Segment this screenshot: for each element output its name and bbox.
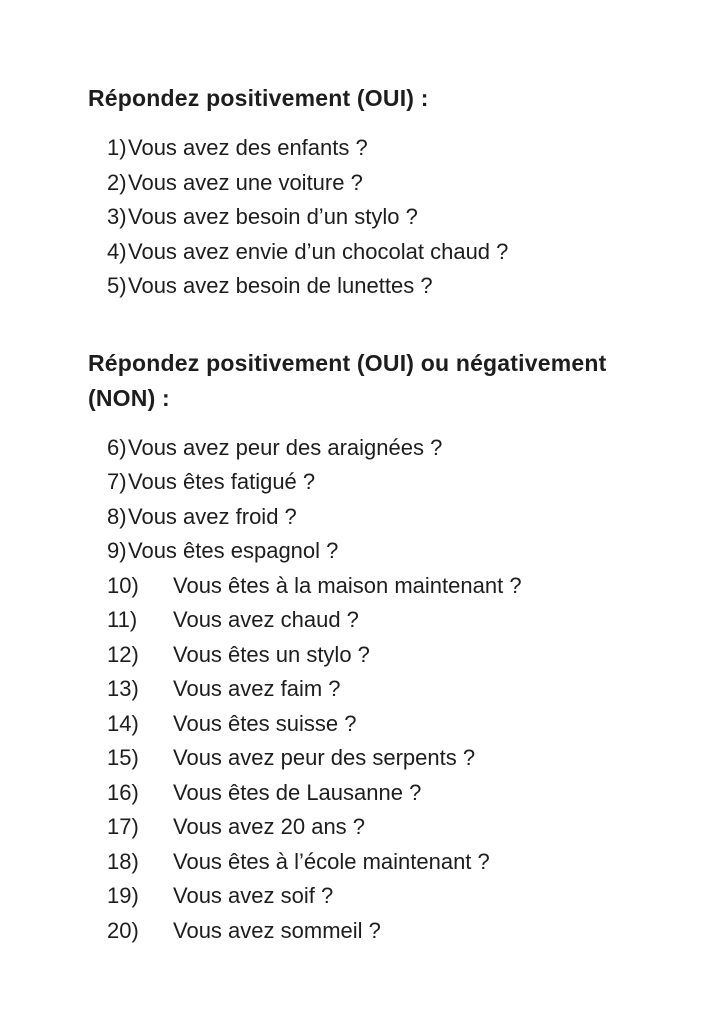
question-item: [107, 500, 684, 535]
question-item: [107, 200, 684, 235]
question-number: 10): [107, 572, 139, 598]
question-item: [107, 914, 684, 949]
question-text: Vous avez peur des araignées ?: [128, 434, 443, 460]
question-item: [107, 465, 684, 500]
question-item: [107, 166, 684, 201]
question-text: Vous êtes fatigué ?: [128, 469, 316, 494]
question-number: 3): [107, 204, 127, 229]
section-heading: [88, 346, 684, 416]
question-number: 15): [107, 745, 139, 770]
question-item: [107, 810, 684, 845]
question-item: [107, 672, 684, 707]
question-number: 2): [107, 169, 127, 195]
question-number: 8): [107, 503, 127, 529]
question-number: 12): [107, 641, 139, 667]
question-item: [107, 845, 684, 880]
question-item: [107, 269, 684, 304]
question-text: Vous êtes à l’école maintenant ?: [173, 848, 490, 874]
question-section: [88, 346, 684, 949]
question-text: Vous avez soif ?: [173, 883, 334, 908]
question-number: 13): [107, 676, 139, 701]
question-item: [107, 707, 684, 742]
question-text: Vous êtes un stylo ?: [173, 641, 370, 667]
question-number: 14): [107, 710, 139, 736]
question-number: 18): [107, 848, 139, 874]
question-list: [88, 131, 684, 304]
question-text: Vous avez besoin de lunettes ?: [128, 273, 433, 298]
question-number: 16): [107, 779, 139, 805]
question-item: [107, 569, 684, 604]
question-item: [107, 131, 684, 166]
question-text: Vous avez chaud ?: [173, 607, 359, 632]
question-number: 17): [107, 814, 139, 839]
question-number: 6): [107, 434, 127, 460]
question-text: Vous avez 20 ans ?: [173, 814, 366, 839]
question-item: [107, 638, 684, 673]
question-section: [88, 81, 684, 304]
question-text: Vous êtes à la maison maintenant ?: [173, 572, 522, 598]
question-text: Vous êtes de Lausanne ?: [173, 779, 422, 805]
section-heading-line: Répondez positivement (OUI) ou négativement: [88, 349, 607, 376]
question-text: Vous avez besoin d’un stylo ?: [128, 204, 418, 229]
question-number: 1): [107, 135, 127, 160]
question-text: Vous avez envie d’un chocolat chaud ?: [128, 238, 509, 264]
question-item: [107, 603, 684, 638]
section-heading: [88, 81, 684, 116]
question-number: 20): [107, 917, 139, 943]
question-number: 11): [107, 607, 138, 632]
question-text: Vous avez des enfants ?: [128, 135, 368, 160]
section-heading-line: Répondez positivement (OUI) :: [88, 85, 429, 111]
question-text: Vous êtes espagnol ?: [128, 538, 339, 563]
question-text: Vous êtes suisse ?: [173, 710, 357, 736]
question-item: [107, 534, 684, 569]
question-text: Vous avez froid ?: [128, 503, 297, 529]
question-item: [107, 879, 684, 914]
question-item: [107, 235, 684, 270]
question-item: [107, 776, 684, 811]
question-text: Vous avez faim ?: [173, 676, 341, 701]
question-item: [107, 741, 684, 776]
question-item: [107, 431, 684, 466]
question-number: 5): [107, 273, 127, 298]
question-text: Vous avez sommeil ?: [173, 917, 381, 943]
question-number: 4): [107, 238, 127, 264]
question-number: 7): [107, 469, 127, 494]
question-number: 9): [107, 538, 127, 563]
question-text: Vous avez peur des serpents ?: [173, 745, 476, 770]
question-list: [88, 431, 684, 949]
question-text: Vous avez une voiture ?: [128, 169, 363, 195]
section-heading-line: (NON) :: [88, 384, 170, 411]
question-number: 19): [107, 883, 139, 908]
